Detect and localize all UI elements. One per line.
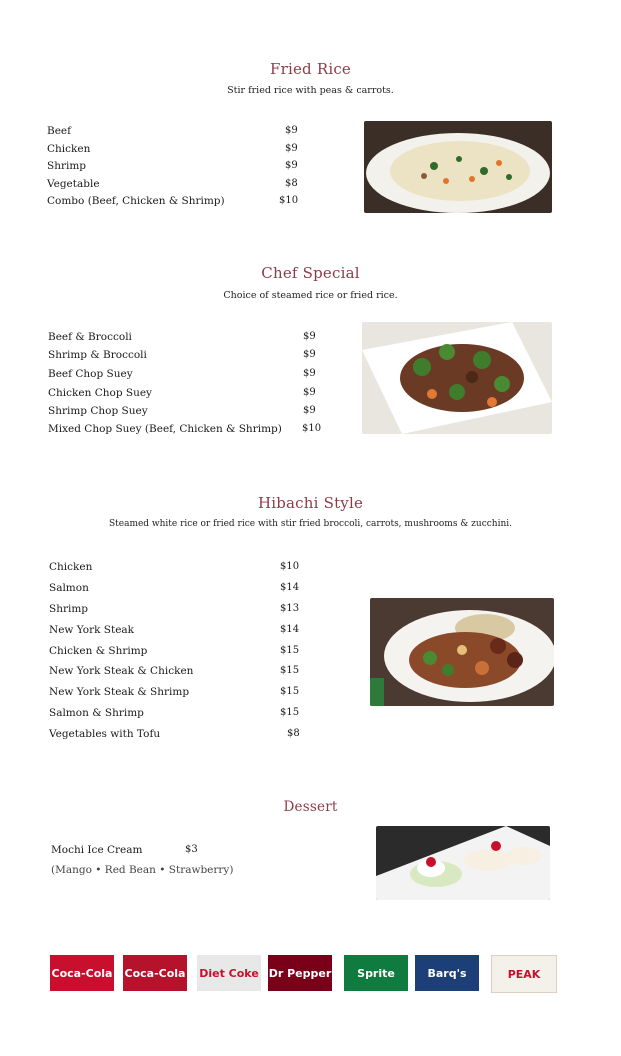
menu-item: Salmon & Shrimp — [49, 707, 144, 719]
fried-rice-description: Stir fried rice with peas & carrots. — [227, 85, 394, 96]
menu-item: Mixed Chop Suey (Beef, Chicken & Shrimp) — [48, 423, 282, 435]
menu-item: Shrimp & Broccoli — [48, 349, 147, 361]
menu-price: $9 — [303, 331, 316, 342]
mochi-flavors: (Mango • Red Bean • Strawberry) — [51, 864, 234, 876]
menu-price: $10 — [280, 561, 300, 572]
menu-price: $15 — [280, 707, 300, 718]
menu-item: New York Steak & Shrimp — [49, 686, 190, 698]
menu-price: $9 — [285, 125, 298, 136]
dessert-title: Dessert — [283, 799, 338, 815]
dr-pepper-logo: Dr Pepper — [268, 955, 332, 991]
menu-price: $14 — [280, 624, 300, 635]
fried-rice-title: Fried Rice — [270, 60, 351, 78]
menu-price: $14 — [280, 582, 300, 593]
menu-item: Beef — [47, 125, 72, 137]
menu-item: Mochi Ice Cream — [51, 844, 143, 856]
menu-price: $15 — [280, 686, 300, 697]
menu-price: $9 — [285, 143, 298, 154]
menu-price: $9 — [303, 349, 316, 360]
menu-price: $8 — [285, 178, 298, 189]
menu-item: New York Steak & Chicken — [49, 665, 194, 677]
chef-special-photo — [362, 322, 552, 434]
diet-coke-logo: Diet Coke — [197, 955, 261, 991]
menu-item: Combo (Beef, Chicken & Shrimp) — [47, 195, 225, 207]
menu-item: Chicken & Shrimp — [49, 645, 148, 657]
gold-peak-logo: PEAK — [491, 955, 557, 993]
sprite-logo: Sprite — [344, 955, 408, 991]
menu-item: Beef & Broccoli — [48, 331, 132, 343]
coca-cola-logo: Coca-Cola — [50, 955, 114, 991]
chef-special-title: Chef Special — [261, 264, 360, 282]
barqs-logo: Barq's — [415, 955, 479, 991]
menu-item: Shrimp — [49, 603, 89, 615]
menu-price: $13 — [280, 603, 300, 614]
menu-item: Beef Chop Suey — [48, 368, 133, 380]
menu-item: Chicken Chop Suey — [48, 387, 152, 399]
menu-price: $10 — [279, 195, 299, 206]
menu-price: $9 — [303, 368, 316, 379]
menu-item: Salmon — [49, 582, 89, 594]
menu-price: $8 — [287, 728, 300, 739]
menu-item: Vegetables with Tofu — [49, 728, 161, 740]
hibachi-title: Hibachi Style — [257, 494, 364, 512]
menu-price: $15 — [280, 645, 300, 656]
menu-price: $9 — [303, 387, 316, 398]
menu-item: New York Steak — [49, 624, 135, 636]
hibachi-photo — [370, 598, 554, 706]
chef-special-description: Choice of steamed rice or fried rice. — [223, 290, 398, 301]
menu-price: $10 — [302, 423, 322, 434]
menu-item: Chicken — [47, 143, 91, 155]
menu-item: Chicken — [49, 561, 93, 573]
dessert-photo — [376, 826, 550, 900]
menu-item: Vegetable — [47, 178, 100, 190]
fried-rice-photo — [364, 121, 552, 213]
coca-cola-cherry-logo: Coca-Cola — [123, 955, 187, 991]
hibachi-description: Steamed white rice or fried rice with stir fried broccoli, carrots, mushrooms & zucchini. — [108, 519, 513, 529]
menu-price: $9 — [303, 405, 316, 416]
menu-item: Shrimp Chop Suey — [48, 405, 148, 417]
menu-item: Shrimp — [47, 160, 87, 172]
menu-price: $15 — [280, 665, 300, 676]
menu-price: $9 — [285, 160, 298, 171]
menu-price: $3 — [185, 844, 198, 855]
